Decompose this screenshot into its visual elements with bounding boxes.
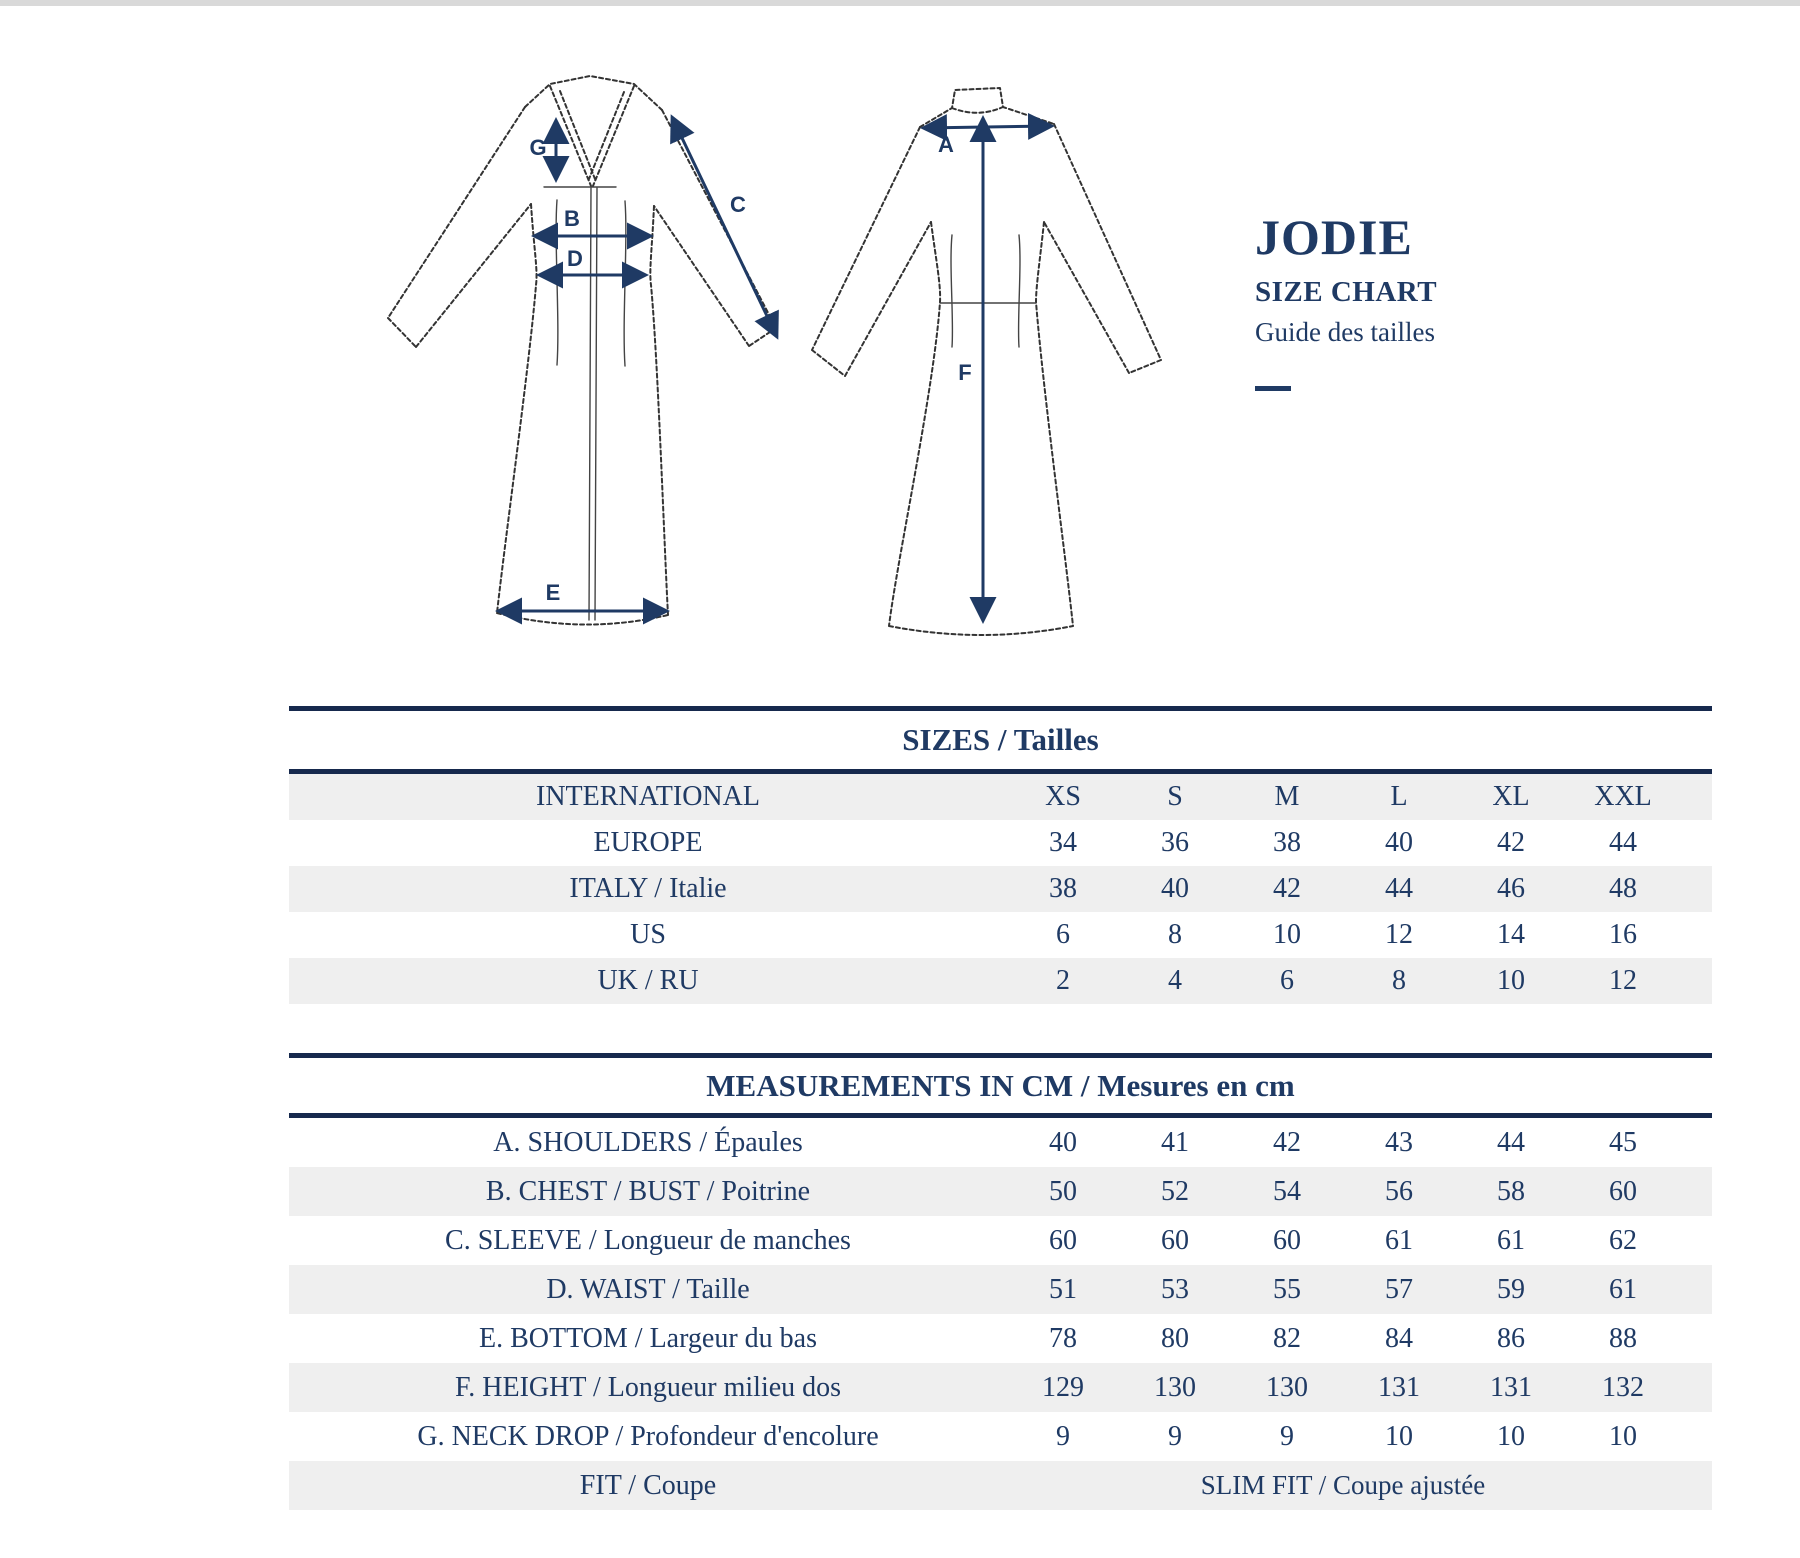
cell-value: 60 <box>1273 1224 1301 1256</box>
measure-label-a: A <box>938 132 954 157</box>
cell-value: 84 <box>1385 1322 1413 1354</box>
row-label: FIT / Coupe <box>579 1469 717 1501</box>
cell-value: XXL <box>1594 781 1652 812</box>
row-label: INTERNATIONAL <box>536 781 760 812</box>
cell-value: 132 <box>1602 1371 1644 1403</box>
cell-value: XL <box>1492 781 1530 812</box>
cell-value: 52 <box>1161 1175 1189 1207</box>
cell-value: 10 <box>1497 1420 1525 1452</box>
table-row-height <box>289 1363 1712 1412</box>
back-collar-outline <box>920 88 1054 127</box>
cell-value: 44 <box>1385 873 1413 904</box>
table-row-fit <box>289 1461 1712 1510</box>
cell-value: 12 <box>1385 919 1413 950</box>
table-row-shoulders <box>289 1118 1712 1167</box>
cell-value: 60 <box>1161 1224 1189 1256</box>
cell-value: 80 <box>1161 1322 1189 1354</box>
cell-value: 46 <box>1497 873 1525 904</box>
cell-value: 60 <box>1049 1224 1077 1256</box>
cell-value: 129 <box>1042 1371 1084 1403</box>
cell-value: 10 <box>1273 919 1301 950</box>
back-dress-diagram <box>800 60 1180 680</box>
cell-value: 62 <box>1609 1224 1637 1256</box>
cell-value: 34 <box>1049 827 1077 858</box>
table-row-neck-drop <box>289 1412 1712 1461</box>
table-row-bottom <box>289 1314 1712 1363</box>
cell-value: 2 <box>1056 965 1070 996</box>
cell-value: 4 <box>1168 965 1182 996</box>
measurements-table-header: MEASUREMENTS IN CM / Mesures en cm <box>706 1067 1295 1103</box>
measure-label-g: G <box>529 135 547 160</box>
cell-value: 44 <box>1497 1126 1525 1158</box>
back-darts <box>951 235 1020 347</box>
cell-value: 41 <box>1161 1126 1189 1158</box>
cell-value: 10 <box>1609 1420 1637 1452</box>
cell-value: 38 <box>1273 827 1301 858</box>
cell-value: 131 <box>1490 1371 1532 1403</box>
measure-label-e: E <box>545 580 561 605</box>
cell-value: 130 <box>1154 1371 1196 1403</box>
cell-value: 9 <box>1056 1420 1070 1452</box>
back-body-outline <box>889 222 1073 635</box>
measure-label-c: C <box>730 192 746 217</box>
product-name: JODIE <box>1255 209 1413 265</box>
sizes-table-header: SIZES / Tailles <box>902 722 1099 757</box>
row-label: EUROPE <box>593 827 703 858</box>
cell-value: S <box>1167 781 1183 812</box>
cell-value: 10 <box>1385 1420 1413 1452</box>
row-label: C. SLEEVE / Longueur de manches <box>445 1224 851 1256</box>
cell-value: 61 <box>1497 1224 1525 1256</box>
cell-value: 59 <box>1497 1273 1525 1305</box>
cell-value: 40 <box>1161 873 1189 904</box>
cell-value: 78 <box>1049 1322 1077 1354</box>
cell-value: 45 <box>1609 1126 1637 1158</box>
measurements-table <box>289 1053 1712 1510</box>
measure-label-b: B <box>564 206 580 231</box>
cell-value: 8 <box>1168 919 1182 950</box>
size-chart-heading-fr: Guide des tailles <box>1255 317 1435 347</box>
cell-value: 50 <box>1049 1175 1077 1207</box>
front-dress-diagram <box>340 60 810 680</box>
front-left-sleeve <box>388 107 531 347</box>
cell-value: 43 <box>1385 1126 1413 1158</box>
measure-label-d: D <box>567 246 583 271</box>
top-border <box>0 0 1800 6</box>
cell-value: 88 <box>1609 1322 1637 1354</box>
front-lapel-right <box>589 86 634 186</box>
row-label: US <box>630 919 666 950</box>
cell-value: 10 <box>1497 965 1525 996</box>
row-label: B. CHEST / BUST / Poitrine <box>485 1175 811 1207</box>
table-row-sleeve <box>289 1216 1712 1265</box>
size-chart-heading: SIZE CHART <box>1255 276 1438 308</box>
row-label: E. BOTTOM / Largeur du bas <box>478 1322 818 1354</box>
cell-value: 6 <box>1280 965 1294 996</box>
row-label: A. SHOULDERS / Épaules <box>493 1126 803 1158</box>
cell-value: 38 <box>1049 873 1077 904</box>
cell-value: 14 <box>1497 919 1525 950</box>
sizes-table <box>289 706 1712 1004</box>
cell-value: 57 <box>1385 1273 1413 1305</box>
row-label: F. HEIGHT / Longueur milieu dos <box>454 1371 842 1403</box>
cell-value: 9 <box>1168 1420 1182 1452</box>
cell-value: 55 <box>1273 1273 1301 1305</box>
cell-value: 60 <box>1609 1175 1637 1207</box>
cell-value: 61 <box>1609 1273 1637 1305</box>
table-row-uk <box>289 958 1712 1004</box>
table-row-chest <box>289 1167 1712 1216</box>
cell-value: 53 <box>1161 1273 1189 1305</box>
back-left-sleeve <box>812 127 931 376</box>
cell-value: 86 <box>1497 1322 1525 1354</box>
cell-value: 82 <box>1273 1322 1301 1354</box>
title-block <box>1255 209 1438 391</box>
measure-arrow-c <box>672 117 777 337</box>
cell-value: 130 <box>1266 1371 1308 1403</box>
cell-value: 9 <box>1280 1420 1294 1452</box>
table-row-international <box>289 774 1712 820</box>
row-label: D. WAIST / Taille <box>546 1273 750 1305</box>
row-label: G. NECK DROP / Profondeur d'encolure <box>417 1420 879 1452</box>
cell-value: 42 <box>1273 873 1301 904</box>
cell-value: XS <box>1045 781 1081 812</box>
back-right-sleeve <box>1044 124 1161 373</box>
cell-value: 51 <box>1049 1273 1077 1305</box>
cell-value: 8 <box>1392 965 1406 996</box>
cell-value: 42 <box>1497 827 1525 858</box>
fit-value: SLIM FIT / Coupe ajustée <box>1200 1470 1486 1500</box>
cell-value: 56 <box>1385 1175 1413 1207</box>
cell-value: 40 <box>1049 1126 1077 1158</box>
cell-value: 16 <box>1609 919 1637 950</box>
cell-value: 36 <box>1161 827 1189 858</box>
cell-value: 6 <box>1056 919 1070 950</box>
cell-value: 42 <box>1273 1126 1301 1158</box>
row-label: UK / RU <box>597 965 699 996</box>
cell-value: 131 <box>1378 1371 1420 1403</box>
cell-value: 44 <box>1609 827 1637 858</box>
measure-label-f: F <box>958 360 972 385</box>
measure-arrow-a <box>923 126 1052 128</box>
cell-value: 61 <box>1385 1224 1413 1256</box>
table-row-us <box>289 912 1712 958</box>
title-dash <box>1255 386 1291 391</box>
cell-value: 54 <box>1273 1175 1301 1207</box>
table-row-waist <box>289 1265 1712 1314</box>
cell-value: 48 <box>1609 873 1637 904</box>
cell-value: 12 <box>1609 965 1637 996</box>
cell-value: 58 <box>1497 1175 1525 1207</box>
front-collar-outline <box>525 76 662 110</box>
row-label: ITALY / Italie <box>569 873 727 904</box>
cell-value: 40 <box>1385 827 1413 858</box>
table-row-italy <box>289 866 1712 912</box>
front-center-seam <box>589 188 597 620</box>
cell-value: L <box>1390 781 1408 812</box>
front-right-sleeve <box>654 110 776 346</box>
table-row-europe <box>289 820 1712 866</box>
cell-value: M <box>1274 781 1300 812</box>
